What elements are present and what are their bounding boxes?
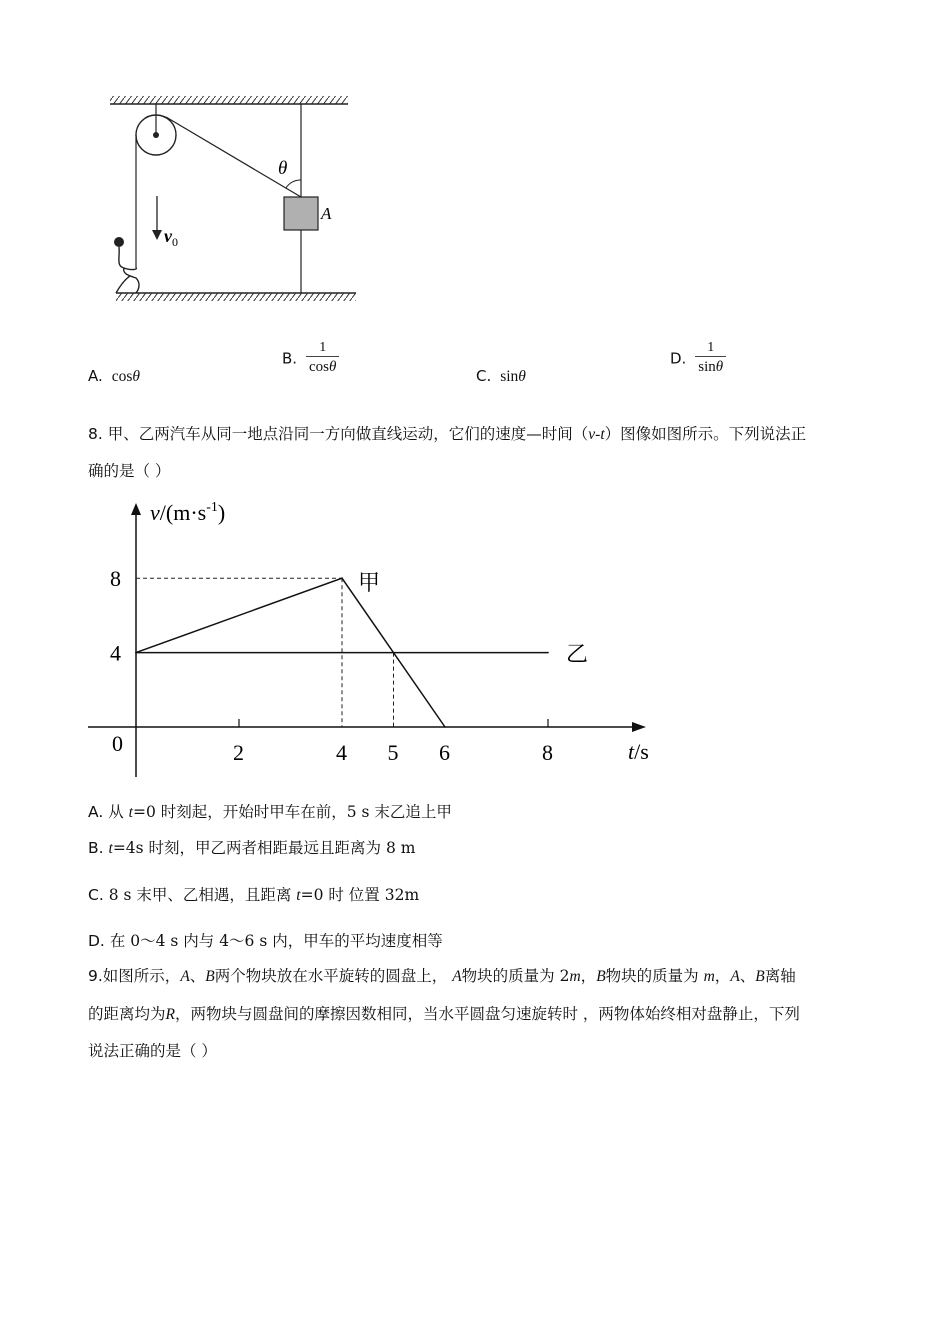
q7-option-d: D. $\frac{1}{\sin\theta}$ bbox=[670, 340, 726, 377]
ceiling-hatch bbox=[110, 96, 348, 104]
x-tick-label-4: 4 bbox=[336, 740, 347, 765]
q9-text-run: A bbox=[452, 968, 462, 985]
theta-label: θ bbox=[278, 158, 288, 179]
q9-text-run: 、 bbox=[189, 967, 206, 985]
x-tick-label-8: 8 bbox=[542, 740, 553, 765]
q8-option-a: A. 从 t=0 时刻起，开始时甲车在前，5 s 末乙追上甲 bbox=[88, 803, 452, 821]
q9-text-run: R bbox=[165, 1006, 175, 1023]
series-label-yi: 乙 bbox=[566, 641, 589, 667]
series-1-point-1 bbox=[547, 652, 549, 654]
velocity-arrowhead bbox=[152, 230, 162, 240]
y-tick-label-8: 8 bbox=[110, 566, 121, 592]
rope-to-block bbox=[166, 117, 301, 197]
q9-text-run: ， bbox=[714, 967, 731, 985]
q9-text-run: m bbox=[569, 968, 581, 985]
person-head bbox=[114, 237, 124, 247]
q9-stem-line3: 说法正确的是（ ） bbox=[88, 1042, 217, 1060]
series-label-jia: 甲 bbox=[358, 570, 381, 596]
q8-option-d: D. 在 0～4 s 内与 4～6 s 内，甲车的平均速度相等 bbox=[88, 932, 443, 950]
fraction-b: $\frac{1}{\cos\theta}$ bbox=[306, 340, 339, 377]
x-tick-label-5: 5 bbox=[387, 740, 399, 765]
q9-text-run: 、 bbox=[739, 967, 756, 985]
origin-label: 0 bbox=[112, 731, 123, 756]
q9-text-run: 如图所示， bbox=[102, 967, 181, 985]
q9-stem-line2 bbox=[88, 1004, 800, 1025]
q9-text-run: 物块的质量为 2 bbox=[461, 967, 570, 985]
q9-text-run: A bbox=[730, 968, 740, 985]
vt-chart bbox=[80, 495, 670, 785]
velocity-label: $v_0$ bbox=[164, 226, 178, 249]
q9-text-run: A bbox=[180, 968, 190, 985]
x-tick-label-2: 2 bbox=[233, 740, 244, 765]
q9-text-run: 离轴 bbox=[764, 967, 796, 985]
pulley-figure bbox=[100, 90, 360, 310]
q9-text-run: ，两物块与圆盘间的摩擦因数相同，当水平圆盘匀速旋转时 ，两物体始终相对盘静止，下列 bbox=[174, 1005, 800, 1023]
q9-text-run: m bbox=[703, 968, 715, 985]
theta-arc bbox=[286, 180, 301, 188]
q9-text-run: B bbox=[596, 968, 606, 985]
floor-hatch bbox=[116, 293, 356, 301]
q9-stem-line1: 9.如图所示，A、B两个物块放在水平旋转的圆盘上， A物块的质量为 2m，B物块的质量为 m，A、B离轴 bbox=[88, 967, 796, 985]
q8-stem-line1: 8. 甲、乙两汽车从同一地点沿同一方向做直线运动，它们的速度—时间（v-t）图像如图所示。下列说法正 bbox=[88, 425, 807, 443]
q9-text-run: B bbox=[205, 968, 215, 985]
x-axis-arrow bbox=[632, 722, 646, 732]
q9-text-run: B bbox=[755, 968, 765, 985]
series-0-point-2 bbox=[444, 726, 446, 728]
x-tick-label-6: 6 bbox=[439, 740, 450, 765]
series-0-point-1 bbox=[341, 577, 343, 579]
fraction-d: $\frac{1}{\sin\theta}$ bbox=[695, 340, 726, 377]
q7-option-a: A. cosθ bbox=[88, 367, 140, 385]
q9-text-run: ， bbox=[580, 967, 597, 985]
y-axis-arrow bbox=[131, 503, 141, 515]
q7-option-c: C. sinθ bbox=[476, 367, 526, 385]
q9-text-run: 物块的质量为 bbox=[605, 967, 704, 985]
y-axis-label: $v/(m\cdot s^{-1})$ bbox=[150, 500, 226, 525]
y-tick-label-4: 4 bbox=[110, 640, 121, 666]
block-a-label: A bbox=[321, 204, 332, 223]
q9-text-run: 两个物块放在水平旋转的圆盘上， bbox=[214, 967, 453, 985]
q7-option-b: B. $\frac{1}{\cos\theta}$ bbox=[282, 340, 339, 377]
q9-text-run: 的距离均为 bbox=[88, 1005, 166, 1023]
block-a bbox=[284, 197, 318, 230]
pulley-axle bbox=[153, 132, 159, 138]
q8-option-c: C. 8 s 末甲、乙相遇，且距离 t=0 时 位置 32m bbox=[88, 886, 420, 904]
q8-stem-line2: 确的是（ ） bbox=[88, 462, 171, 480]
q8-option-b: B. t=4s 时刻，甲乙两者相距最远且距离为 8 m bbox=[88, 839, 416, 857]
x-axis-label: t/s bbox=[628, 739, 649, 764]
series-1-point-0 bbox=[135, 652, 137, 654]
